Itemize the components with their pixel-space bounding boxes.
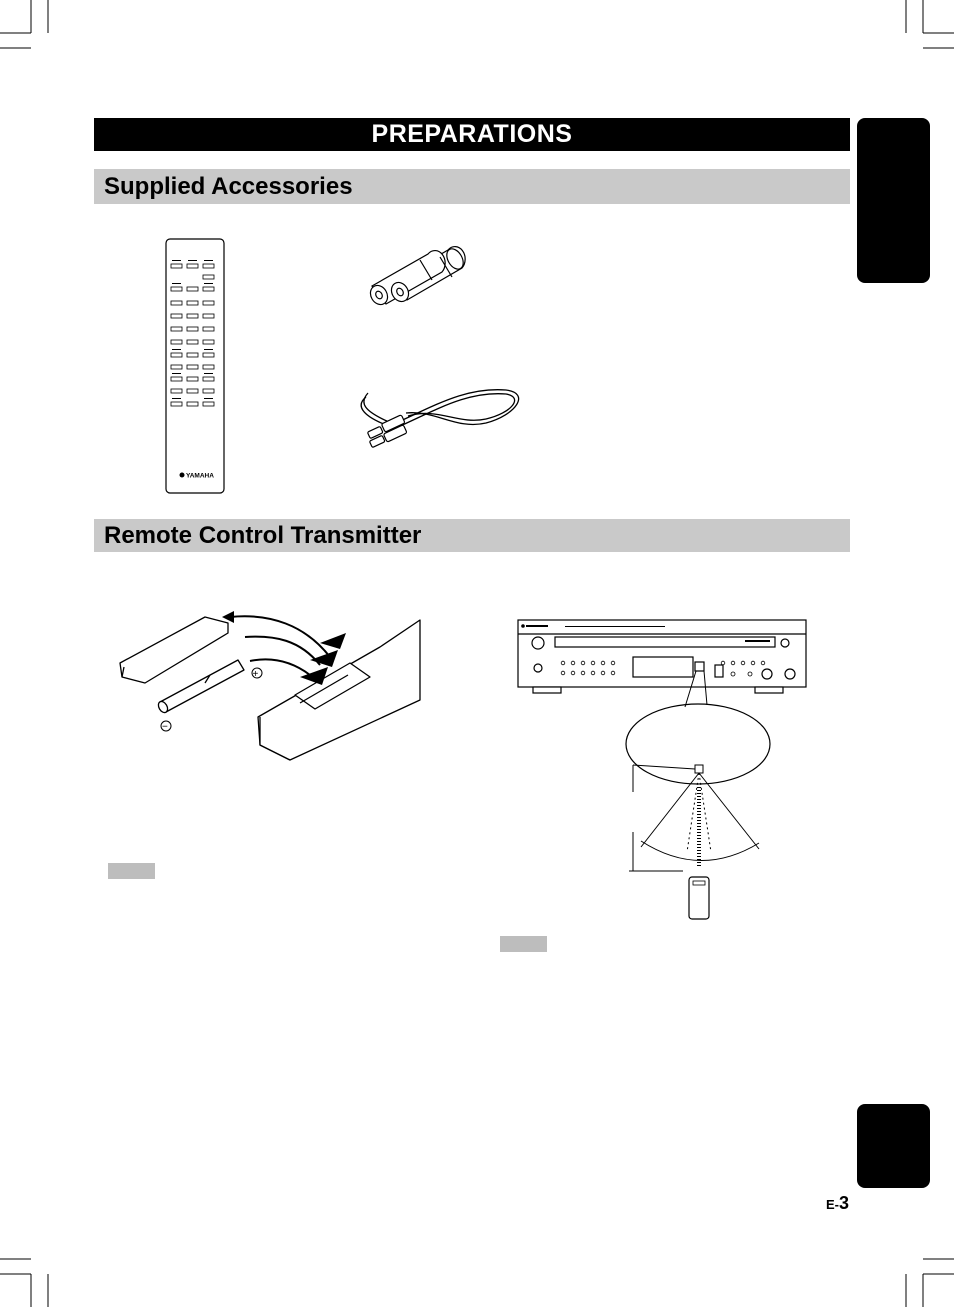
- page-title: PREPARATIONS: [94, 118, 850, 151]
- page-number-value: 3: [838, 1193, 849, 1213]
- section-header-remote: [94, 519, 850, 552]
- page-number: [826, 1193, 849, 1214]
- note-label-right: [500, 936, 547, 952]
- note-label-left: [108, 863, 155, 879]
- remote-brand-logo: YAMAHA: [186, 472, 214, 480]
- remote-control-illustration: [160, 237, 230, 495]
- operating-range-illustration: [515, 617, 810, 922]
- audio-pin-cable-illustration: [356, 385, 526, 450]
- section-title: Remote Control Transmitter: [104, 522, 422, 549]
- section-title: Supplied Accessories: [104, 173, 353, 200]
- battery-installation-illustration: [110, 605, 425, 765]
- plus-polarity-mark: +: [252, 669, 259, 680]
- side-tab-top: [857, 118, 930, 283]
- minus-polarity-mark: −: [162, 721, 168, 733]
- batteries-illustration: [360, 240, 485, 305]
- section-header-accessories: [94, 169, 850, 204]
- page-number-prefix: E-: [825, 1197, 839, 1212]
- side-tab-bottom: [857, 1104, 930, 1188]
